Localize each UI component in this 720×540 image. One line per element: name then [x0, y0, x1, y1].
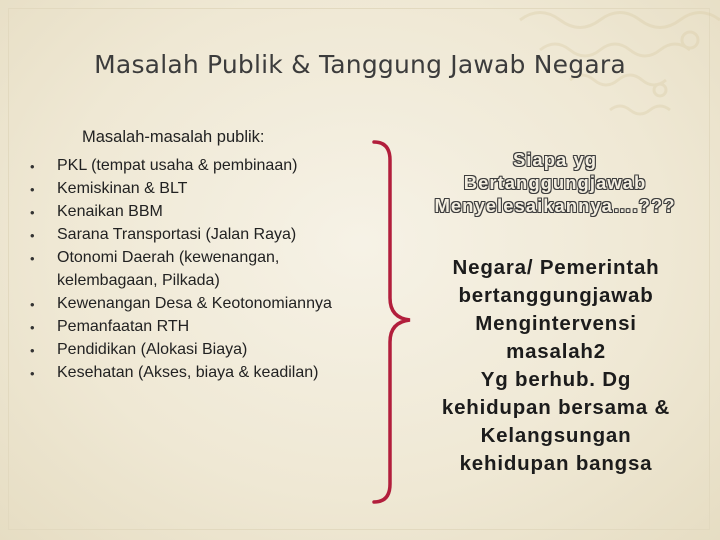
list-item: • Kesehatan (Akses, biaya & keadilan) [30, 361, 350, 384]
right-curly-brace-icon [368, 138, 418, 506]
list-item: • Kewenangan Desa & Keotonomiannya [30, 292, 350, 315]
list-item: • Sarana Transportasi (Jalan Raya) [30, 223, 350, 246]
list-heading: Masalah-masalah publik: [82, 128, 265, 146]
list-item: • Otonomi Daerah (kewenangan, kelembagaan, Pilkada) [30, 246, 350, 292]
list-item: • PKL (tempat usaha & pembinaan) [30, 154, 350, 177]
list-item: • Pemanfaatan RTH [30, 315, 350, 338]
answer-line: kehidupan bangsa [459, 452, 653, 475]
problem-list [30, 154, 350, 384]
list-item: • Kemiskinan & BLT [30, 177, 350, 200]
answer-line: kehidupan bersama & [441, 396, 671, 419]
answer-block [418, 254, 694, 478]
question-heading: Siapa yg Bertanggungjawab Menyelesaikannya….??? [434, 149, 676, 216]
answer-line: bertanggungjawab [458, 284, 654, 307]
page-title: Masalah Publik & Tanggung Jawab Negara [94, 50, 626, 79]
answer-line: masalah2 [506, 340, 606, 363]
answer-line: Mengintervensi [475, 312, 637, 335]
answer-line: Yg berhub. Dg [480, 368, 632, 391]
answer-line: Kelangsungan [480, 424, 632, 447]
list-item: • Pendidikan (Alokasi Biaya) [30, 338, 350, 361]
answer-line: Negara/ Pemerintah [452, 256, 660, 279]
list-item: • Kenaikan BBM [30, 200, 350, 223]
